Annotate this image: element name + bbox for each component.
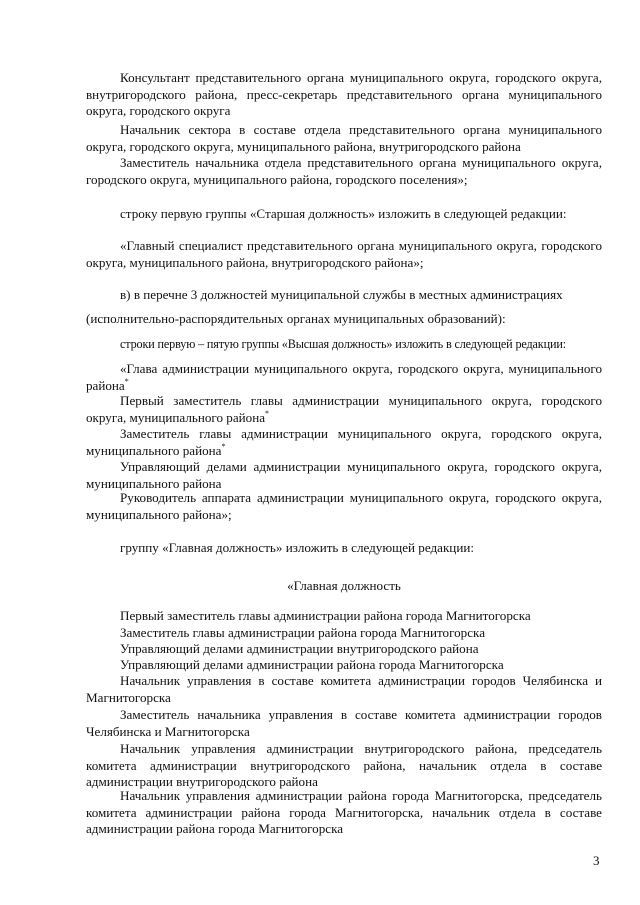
paragraph-affairs-district: Управляющий делами администрации района города Магнитогорска <box>120 657 504 672</box>
paragraph-senior-position-instruction: строку первую группы «Старшая должность» изложить в следующей редакции: <box>120 206 567 221</box>
paragraph-chief-specialist: «Главный специалист представительного органа муниципального округа, городского округа, муниципального района, внутригородского района»; <box>86 238 602 270</box>
footnote-mark: * <box>265 408 270 418</box>
paragraph-head-of-administration: «Глава администрации муниципального округа, городского округа, муниципального района* <box>86 361 602 393</box>
paragraph-list-3-intro: в) в перечне 3 должностей муниципальной службы в местных администрациях <box>120 287 563 302</box>
paragraph-sector-head: Начальник сектора в составе отдела представительного органа муниципального округа, городского округа, муниципального района, внутригородского района <box>86 122 602 154</box>
paragraph-deputy-district: Заместитель главы администрации района города Магнитогорска <box>120 625 486 640</box>
footnote-mark: * <box>124 376 129 386</box>
page-number: 3 <box>593 853 600 868</box>
paragraph-deputy-department-head-committee: Заместитель начальника управления в составе комитета администрации городов Челябинска и Магнитогорска <box>86 707 602 739</box>
paragraph-first-deputy-head: Первый заместитель главы администрации муниципального округа, городского округа, муниципального района* <box>86 393 602 425</box>
paragraph-affairs-intracity: Управляющий делами администрации внутригородского района <box>120 641 479 656</box>
paragraph-head-of-apparatus: Руководитель аппарата администрации муниципального округа, городского округа, муниципального района»; <box>86 490 602 522</box>
paragraph-chief-of-affairs: Управляющий делами администрации муниципального округа, городского округа, муниципального района <box>86 459 602 491</box>
paragraph-main-position-instruction: группу «Главная должность» изложить в следующей редакции: <box>120 540 474 555</box>
paragraph-list-3-continuation: (исполнительно-распорядительных органах муниципальных образований): <box>86 311 506 326</box>
paragraph-highest-position-instruction: строки первую – пятую группы «Высшая должность» изложить в следующей редакции: <box>120 337 566 351</box>
paragraph-department-head-district: Начальник управления администрации района города Магнитогорска, председатель комитета администрации района города Магнитогорска, начальник отдела в составе администрации района города Магнитогорска <box>86 788 602 837</box>
paragraph-consultant: Консультант представительного органа муниципального округа, городского округа, внутригородского района, пресс-секретарь представительного органа муниципального округа, городского округа <box>86 70 602 119</box>
paragraph-deputy-head: Заместитель главы администрации муниципального округа, городского округа, муниципального района* <box>86 426 602 458</box>
footnote-mark: * <box>221 441 226 451</box>
paragraph-first-deputy-district: Первый заместитель главы администрации района города Магнитогорска <box>120 608 531 623</box>
paragraph-deputy-department-head: Заместитель начальника отдела представительного органа муниципального округа, городского округа, муниципального района, городского поселения»; <box>86 155 602 187</box>
section-heading-main-position: «Главная должность <box>287 578 401 593</box>
paragraph-department-head-committee: Начальник управления в составе комитета администрации городов Челябинска и Магнитогорска <box>86 673 602 705</box>
paragraph-department-head-intracity: Начальник управления администрации внутригородского района, председатель комитета администрации внутригородского района, начальник отдела в составе администрации внутригородского района <box>86 741 602 790</box>
